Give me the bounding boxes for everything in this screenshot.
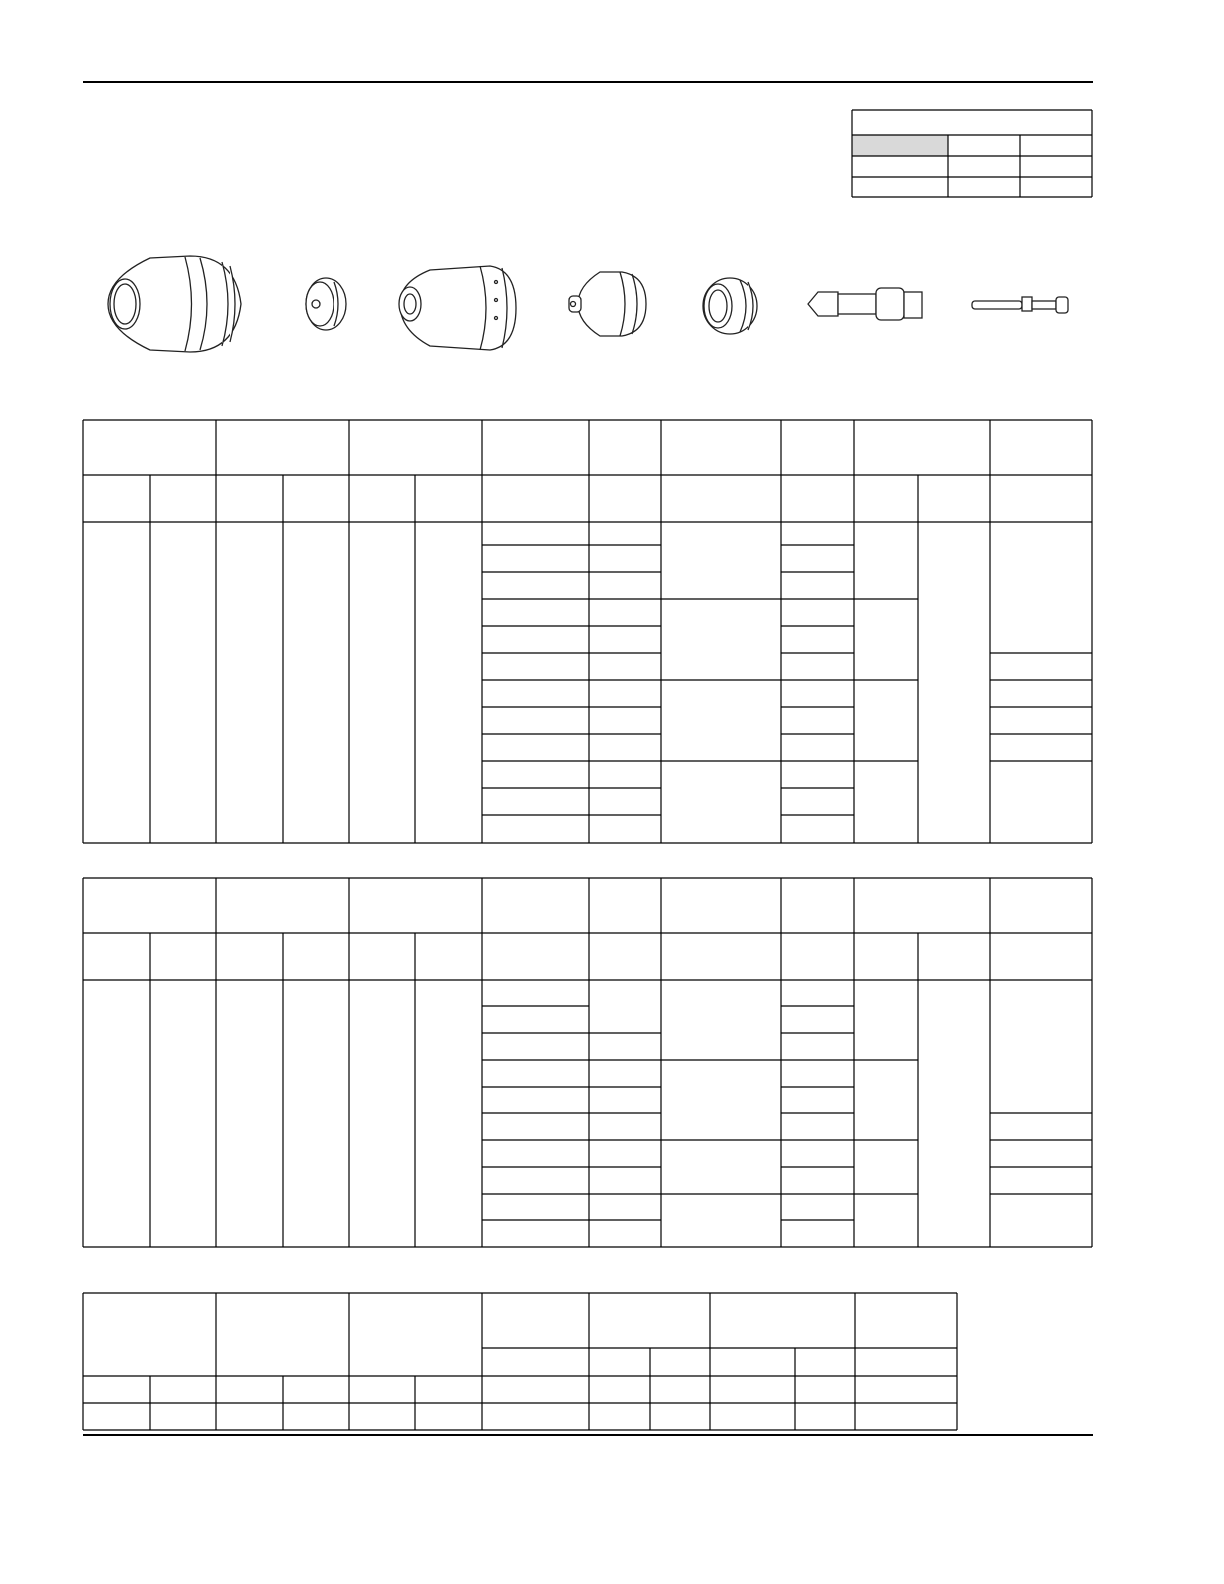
footer-rule [83, 1434, 1093, 1436]
